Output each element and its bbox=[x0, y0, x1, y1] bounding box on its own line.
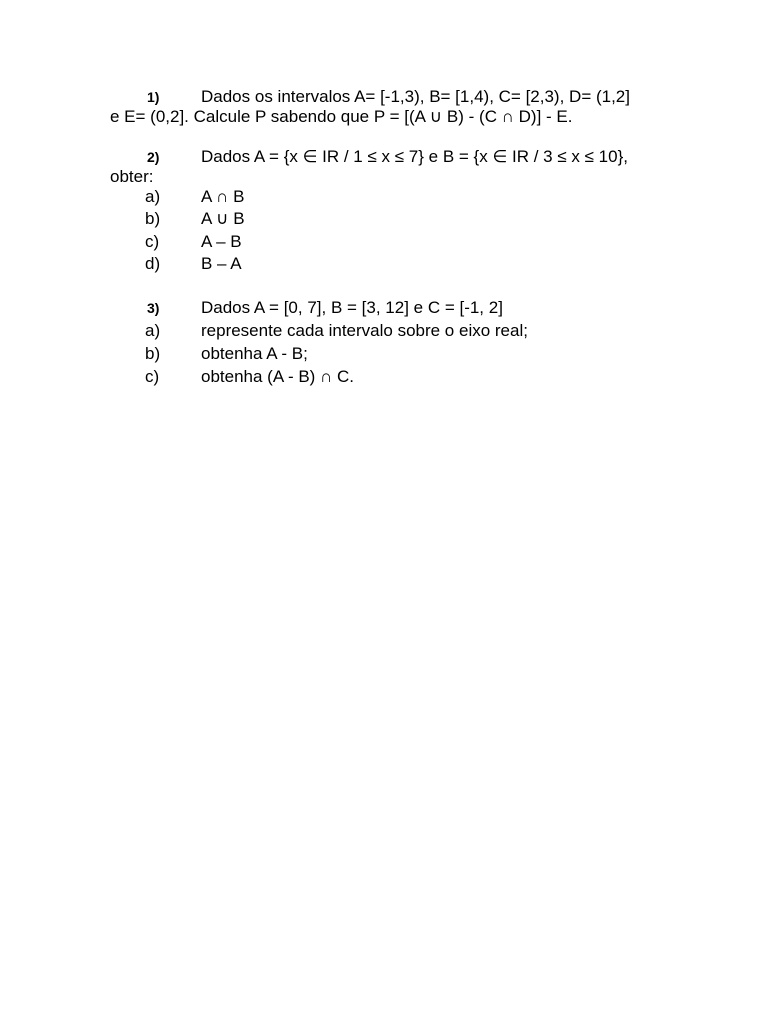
question-3-line-1 bbox=[0, 297, 768, 319]
question-text: Dados A = {x ∈ IR / 1 ≤ x ≤ 7} e B = {x ∈ IR / 3 ≤ x ≤ 10}, bbox=[201, 147, 628, 166]
item-label: c) bbox=[145, 232, 160, 251]
item-label: d) bbox=[145, 254, 161, 273]
question-text: Dados os intervalos A= [-1,3), B= [1,4), C= [2,3), D= (1,2] bbox=[201, 87, 630, 106]
list-item bbox=[0, 343, 768, 365]
item-label: a) bbox=[145, 321, 161, 340]
item-text: B – A bbox=[201, 254, 242, 273]
item-label: b) bbox=[145, 209, 161, 228]
list-item bbox=[0, 186, 768, 208]
item-text: A ∪ B bbox=[201, 209, 245, 228]
item-text: obtenha A - B; bbox=[201, 344, 308, 363]
list-item bbox=[0, 208, 768, 230]
question-1-line-2 bbox=[0, 106, 768, 128]
list-item bbox=[0, 366, 768, 388]
list-item bbox=[0, 253, 768, 275]
question-text-continued: e E= (0,2]. Calcule P sabendo que P = [(A ∪ B) - (C ∩ D)] - E. bbox=[110, 107, 573, 126]
question-number: 1) bbox=[147, 89, 160, 105]
item-label: a) bbox=[145, 187, 161, 206]
question-2-line-2 bbox=[0, 166, 768, 188]
question-text-continued: obter: bbox=[110, 167, 154, 186]
question-2-line-1 bbox=[0, 146, 768, 168]
item-text: A – B bbox=[201, 232, 242, 251]
item-label: b) bbox=[145, 344, 161, 363]
item-text: obtenha (A - B) ∩ C. bbox=[201, 367, 355, 386]
list-item bbox=[0, 231, 768, 253]
item-text: represente cada intervalo sobre o eixo real; bbox=[201, 321, 528, 340]
item-label: c) bbox=[145, 367, 160, 386]
question-1-line-1 bbox=[0, 86, 768, 108]
list-item bbox=[0, 320, 768, 342]
question-text: Dados A = [0, 7], B = [3, 12] e C = [-1, 2] bbox=[201, 298, 503, 317]
question-number: 3) bbox=[147, 300, 160, 316]
item-text: A ∩ B bbox=[201, 187, 245, 206]
question-number: 2) bbox=[147, 149, 160, 165]
